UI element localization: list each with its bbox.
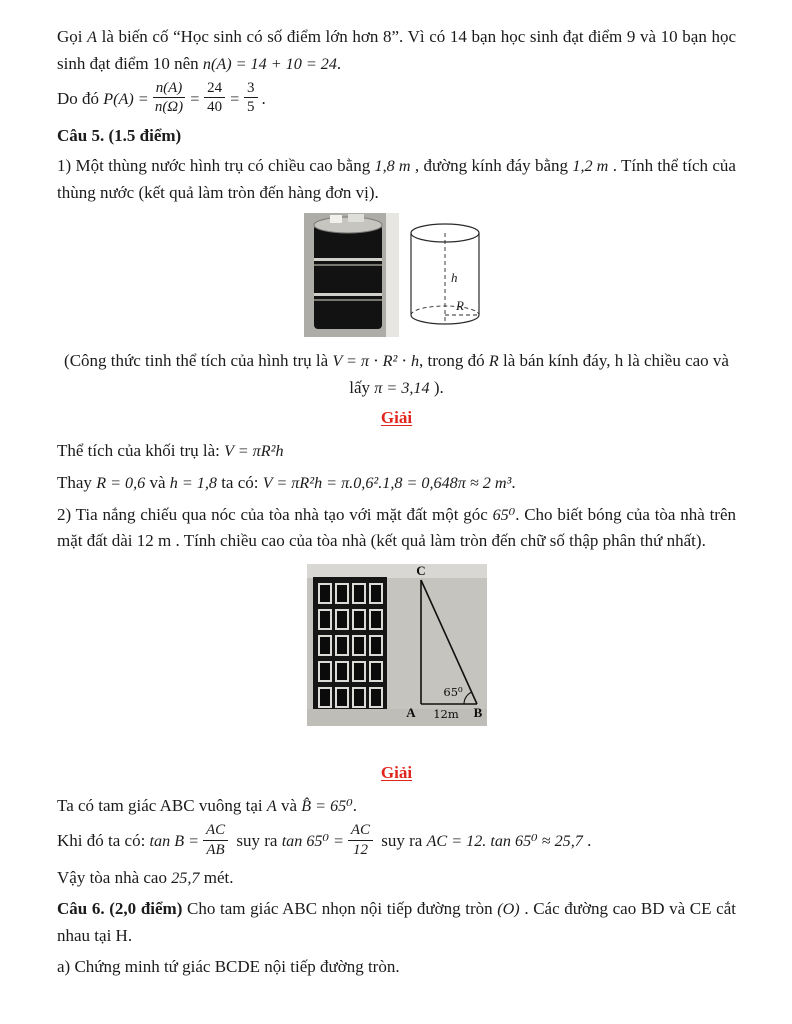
solution-heading-text: Giải: [380, 762, 413, 782]
text-run: suy ra: [377, 830, 427, 850]
base-12m-label: 12m: [432, 706, 459, 721]
text-run: .: [352, 795, 357, 815]
text-run: ta có:: [216, 473, 263, 492]
math-run: tan B =: [149, 832, 199, 850]
text-run: .: [336, 53, 342, 73]
text-run: Khi đó ta có:: [57, 830, 150, 850]
text-run: (Công thức tinh thể tích của hình trụ là: [64, 351, 333, 371]
math-run: R = 0,6: [96, 475, 146, 492]
text-run: là bán kính đáy, h là chiều cao và lấy: [349, 351, 729, 397]
paragraph-conclusion: [57, 865, 736, 892]
math-run: V = πR²h: [224, 443, 284, 461]
cylinder-height-label: h: [450, 270, 457, 286]
paragraph-volume: [57, 438, 736, 465]
building-figure-svg: [307, 564, 487, 726]
text-run: Gọi: [57, 27, 88, 46]
math-run: (O): [497, 901, 520, 919]
math-run: P(A) =: [103, 90, 149, 108]
text-run: Thể tích của khối trụ là:: [57, 441, 225, 461]
fraction-numerator: AC: [348, 822, 373, 840]
text-run: , trong đó: [419, 351, 489, 371]
math-run: R: [488, 353, 499, 371]
vertex-a-label: A: [405, 704, 416, 720]
tank-photo-wall: [386, 213, 399, 337]
question-6-heading: Câu 6. (2,0 điểm): [57, 899, 183, 919]
solution-heading-1: [57, 408, 736, 428]
text-run: mét.: [199, 867, 234, 887]
text-run: , đường kính đáy bằng: [410, 156, 573, 176]
text-run: Ta có tam giác ABC vuông tại: [57, 795, 267, 815]
text-run: . Cho biết bóng của tòa nhà trên mặt đất dài 12 m . Tính chiều cao của tòa nhà (kết quả làm tròn đến chữ số thập phân thứ nhất).: [57, 504, 736, 551]
paragraph-event-a: [57, 24, 736, 77]
equals-sign: =: [189, 90, 201, 108]
math-run: AC = 12. tan 65⁰ ≈ 25,7: [426, 832, 583, 850]
text-run: Vậy tòa nhà cao: [57, 867, 172, 887]
text-run: 2) Tia nắng chiếu qua nóc của tòa nhà tạo với mặt đất một góc: [57, 504, 493, 524]
math-run: V = πR²h = π.0,6².1,8 = 0,648π ≈ 2 m³: [262, 475, 512, 492]
text-run: Thay: [57, 473, 97, 492]
fraction-3-5: [244, 80, 257, 116]
math-run: A: [87, 29, 97, 46]
text-run: . Các đường cao BD và CE cắt nhau tại H.: [57, 899, 736, 945]
cylinder-figure: [57, 213, 736, 342]
fraction-denominator: 40: [207, 99, 223, 116]
vertex-c-label: C: [415, 563, 426, 578]
paragraph-tangent: [57, 824, 736, 860]
equals-sign: =: [229, 90, 241, 108]
solution-heading-text: Giải: [380, 408, 413, 428]
fraction-numerator: n(A): [153, 80, 186, 98]
math-run: π = 3,14: [374, 379, 430, 397]
fraction-numerator: AC: [203, 822, 228, 840]
math-run: h = 1,8: [169, 475, 217, 492]
text-run: .: [582, 830, 592, 850]
building-facade: [313, 577, 387, 709]
fraction-numerator: 3: [244, 80, 257, 98]
text-run: và: [276, 795, 302, 815]
math-run: 1,2 m: [572, 158, 609, 176]
text-run: và: [145, 473, 170, 492]
fraction-24-40: [204, 80, 225, 116]
fraction-nA-nOmega: [153, 80, 186, 116]
fraction-denominator: 12: [352, 841, 368, 858]
paragraph-triangle: [57, 793, 736, 820]
fraction-denominator: AB: [206, 841, 225, 858]
math-run: A: [266, 797, 277, 815]
math-run: V = π ⋅ R² ⋅ h: [332, 353, 420, 371]
cylinder-radius-label: R: [455, 298, 464, 314]
building-figure: [57, 564, 736, 731]
text-run: Cho tam giác ABC nhọn nội tiếp đường tròn: [182, 899, 498, 919]
text-run: suy ra: [232, 830, 282, 850]
text-run: . Tính thể tích của thùng nước (kết quả làm tròn đến hàng đơn vị).: [57, 156, 736, 202]
text-run: ).: [429, 377, 444, 397]
water-tank-photo: [314, 214, 382, 329]
math-run: n(A) = 14 + 10 = 24: [202, 55, 337, 73]
math-run: B̂ = 65⁰: [301, 797, 353, 815]
question-6a-paragraph: [57, 954, 736, 981]
text-run: a) Chứng minh tứ giác BCDE nội tiếp đường tròn.: [57, 957, 400, 977]
math-run: 65⁰: [492, 506, 516, 524]
paragraph-substitution: [57, 470, 736, 497]
fraction-AC-AB: [203, 822, 228, 858]
text-run: là biến cố “Học sinh có số điểm lớn hơn 8”. Vì có 14 bạn học sinh đạt điểm 9 và 10 bạn học sinh đạt điểm 10 nên: [57, 27, 736, 73]
math-run: 25,7: [171, 869, 200, 887]
text-run: .: [511, 473, 516, 492]
question-6-paragraph: [57, 896, 736, 949]
paragraph-probability: [57, 82, 736, 118]
fraction-denominator: 5: [247, 99, 255, 116]
vertex-b-label: B: [473, 704, 482, 720]
fraction-AC-12: [348, 822, 373, 858]
text-run: Do đó: [57, 88, 104, 108]
text-run: 1) Một thùng nước hình trụ có chiều cao bằng: [57, 156, 375, 176]
paragraph-q5-part1: [57, 153, 736, 206]
fraction-numerator: 24: [204, 80, 225, 98]
fraction-denominator: n(Ω): [154, 99, 184, 116]
math-run: tan 65⁰ =: [281, 832, 344, 850]
question-5-heading: [57, 123, 736, 150]
heading-text: Câu 5. (1.5 điểm): [57, 125, 182, 145]
ground-band: [307, 706, 487, 726]
cylinder-figure-svg: [304, 213, 490, 337]
math-run: 1,8 m: [374, 158, 411, 176]
solution-heading-2: [57, 763, 736, 783]
text-run: .: [261, 88, 266, 108]
sky-band: [307, 564, 487, 578]
angle-65-label: 65⁰: [442, 684, 463, 699]
paragraph-q5-part2: [57, 502, 736, 555]
paragraph-volume-formula-note: [57, 348, 736, 401]
